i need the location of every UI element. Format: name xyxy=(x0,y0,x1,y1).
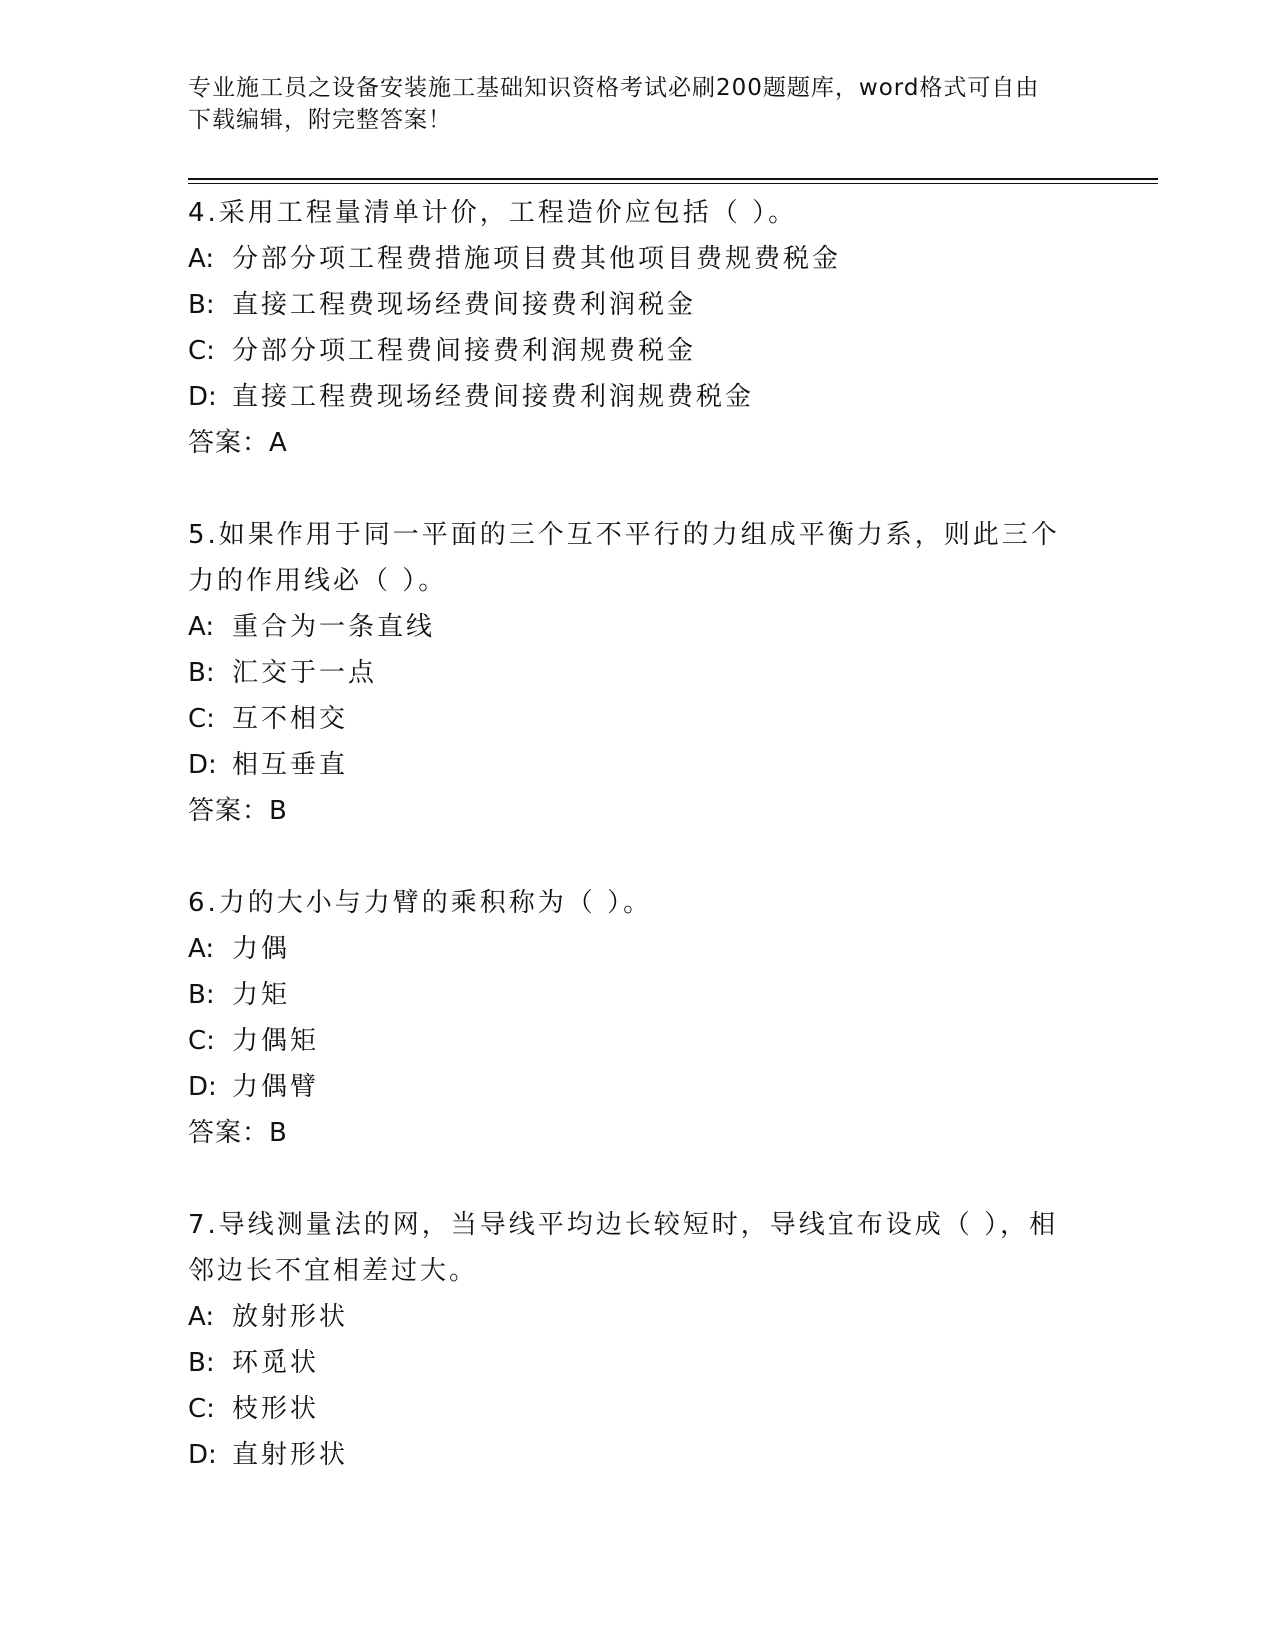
option-label: D: xyxy=(188,750,217,780)
option-d xyxy=(188,1064,1088,1110)
option-c xyxy=(188,696,1088,742)
question-list xyxy=(188,190,1088,1478)
option-text: 相互垂直 xyxy=(232,750,349,780)
option-label: A: xyxy=(188,244,215,274)
header-line-1: 专业施工员之设备安装施工基础知识资格考试必刷200题题库，word格式可自由 xyxy=(188,75,1040,101)
option-text: 重合为一条直线 xyxy=(232,612,436,642)
option-text: 互不相交 xyxy=(232,704,349,734)
option-text: 放射形状 xyxy=(232,1302,349,1332)
option-label: C: xyxy=(188,1394,215,1424)
option-d xyxy=(188,374,1088,420)
option-text: 分部分项工程费措施项目费其他项目费规费税金 xyxy=(232,244,842,274)
option-text: 力偶 xyxy=(232,934,291,964)
option-a xyxy=(188,604,1088,650)
option-c xyxy=(188,328,1088,374)
header-divider-thin xyxy=(188,183,1158,184)
option-c xyxy=(188,1018,1088,1064)
option-label: C: xyxy=(188,336,215,366)
option-b xyxy=(188,1340,1088,1386)
option-text: 分部分项工程费间接费利润规费税金 xyxy=(232,336,697,366)
option-a xyxy=(188,236,1088,282)
option-b xyxy=(188,972,1088,1018)
option-label: A: xyxy=(188,612,215,642)
question-5 xyxy=(188,512,1088,834)
header-divider-thick xyxy=(188,178,1158,180)
answer-line: 答案：B xyxy=(188,796,288,826)
option-d xyxy=(188,742,1088,788)
option-b xyxy=(188,650,1088,696)
question-stem-line-1: 5.如果作用于同一平面的三个互不平行的力组成平衡力系，则此三个 xyxy=(188,520,1060,550)
option-text: 枝形状 xyxy=(232,1394,320,1424)
option-a xyxy=(188,1294,1088,1340)
option-label: C: xyxy=(188,1026,215,1056)
question-7 xyxy=(188,1202,1088,1478)
document-header xyxy=(188,72,1088,136)
question-stem-line-1: 7.导线测量法的网，当导线平均边长较短时，导线宜布设成（ ），相 xyxy=(188,1210,1059,1240)
option-d xyxy=(188,1432,1088,1478)
option-text: 直接工程费现场经费间接费利润规费税金 xyxy=(232,382,755,412)
question-stem: 6.力的大小与力臂的乘积称为（ ）。 xyxy=(188,888,653,918)
answer-line: 答案：A xyxy=(188,428,288,458)
option-label: B: xyxy=(188,658,215,688)
question-stem: 4.采用工程量清单计价，工程造价应包括（ ）。 xyxy=(188,198,798,228)
option-label: A: xyxy=(188,1302,215,1332)
option-text: 直射形状 xyxy=(232,1440,349,1470)
option-text: 力矩 xyxy=(232,980,291,1010)
option-text: 力偶矩 xyxy=(232,1026,320,1056)
option-text: 直接工程费现场经费间接费利润税金 xyxy=(232,290,697,320)
question-stem-line-2: 邻边长不宜相差过大。 xyxy=(188,1256,479,1286)
option-c xyxy=(188,1386,1088,1432)
question-6 xyxy=(188,880,1088,1156)
option-b xyxy=(188,282,1088,328)
option-label: A: xyxy=(188,934,215,964)
option-label: C: xyxy=(188,704,215,734)
option-a xyxy=(188,926,1088,972)
option-text: 环觅状 xyxy=(232,1348,320,1378)
header-line-2: 下载编辑，附完整答案！ xyxy=(188,107,452,133)
option-label: D: xyxy=(188,1072,217,1102)
option-text: 力偶臂 xyxy=(232,1072,320,1102)
option-label: B: xyxy=(188,290,215,320)
question-4 xyxy=(188,190,1088,466)
answer-line: 答案：B xyxy=(188,1118,288,1148)
option-text: 汇交于一点 xyxy=(232,658,378,688)
option-label: D: xyxy=(188,382,217,412)
option-label: B: xyxy=(188,980,215,1010)
option-label: B: xyxy=(188,1348,215,1378)
option-label: D: xyxy=(188,1440,217,1470)
question-stem-line-2: 力的作用线必（ ）。 xyxy=(188,566,448,596)
